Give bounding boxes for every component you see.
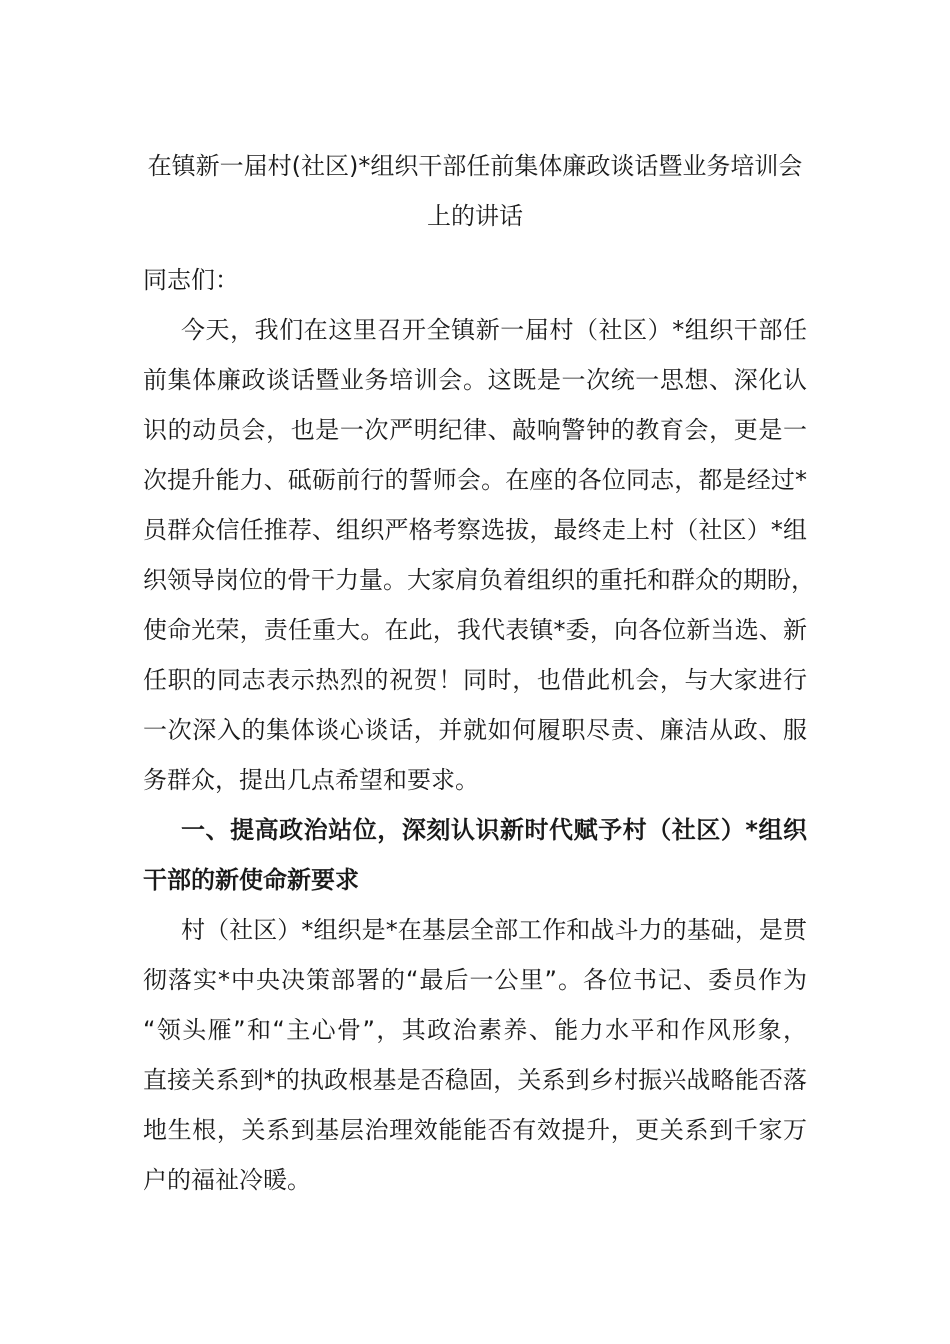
paragraph-line: 今天，我们在这里召开全镇新一届村（社区）*组织干部任	[181, 316, 807, 344]
paragraph-line: 前集体廉政谈话暨业务培训会。这既是一次统一思想、深化认	[143, 366, 807, 394]
paragraph-line: “领头雁”和“主心骨”，其政治素养、能力水平和作风形象，	[143, 1016, 807, 1044]
paragraph-2	[143, 905, 807, 1205]
paragraph-line: 次提升能力、砥砺前行的誓师会。在座的各位同志，都是经过*	[143, 466, 807, 494]
heading-line: 干部的新使命新要求	[143, 866, 359, 894]
paragraph-line: 务群众，提出几点希望和要求。	[143, 766, 479, 794]
paragraph-line: 一次深入的集体谈心谈话，并就如何履职尽责、廉洁从政、服	[143, 716, 807, 744]
paragraph-line: 识的动员会，也是一次严明纪律、敲响警钟的教育会，更是一	[143, 416, 807, 444]
paragraph-line: 使命光荣，责任重大。在此，我代表镇*委，向各位新当选、新	[143, 616, 807, 644]
paragraph-line: 直接关系到*的执政根基是否稳固，关系到乡村振兴战略能否落	[143, 1066, 807, 1094]
document-title	[140, 141, 810, 241]
title-line: 在镇新一届村(社区)*组织干部任前集体廉政谈话暨业务培训会	[147, 152, 803, 180]
section-heading-1	[143, 805, 807, 905]
paragraph-line: 彻落实*中央决策部署的“最后一公里”。各位书记、委员作为	[143, 966, 807, 994]
paragraph-1	[143, 305, 815, 805]
paragraph-line: 村（社区）*组织是*在基层全部工作和战斗力的基础，是贯	[181, 916, 807, 944]
paragraph-line: 织领导岗位的骨干力量。大家肩负着组织的重托和群众的期盼，	[143, 566, 815, 594]
salutation: 同志们：	[143, 266, 239, 294]
paragraph-line: 地生根，关系到基层治理效能能否有效提升，更关系到千家万	[143, 1116, 807, 1144]
paragraph-line: 户的福祉冷暖。	[143, 1166, 311, 1194]
paragraph-line: 员群众信任推荐、组织严格考察选拔，最终走上村（社区）*组	[143, 516, 807, 544]
paragraph-line: 任职的同志表示热烈的祝贺！同时，也借此机会，与大家进行	[143, 666, 807, 694]
title-line: 上的讲话	[427, 202, 523, 230]
heading-line: 一、提高政治站位，深刻认识新时代赋予村（社区）*组织	[181, 816, 807, 844]
